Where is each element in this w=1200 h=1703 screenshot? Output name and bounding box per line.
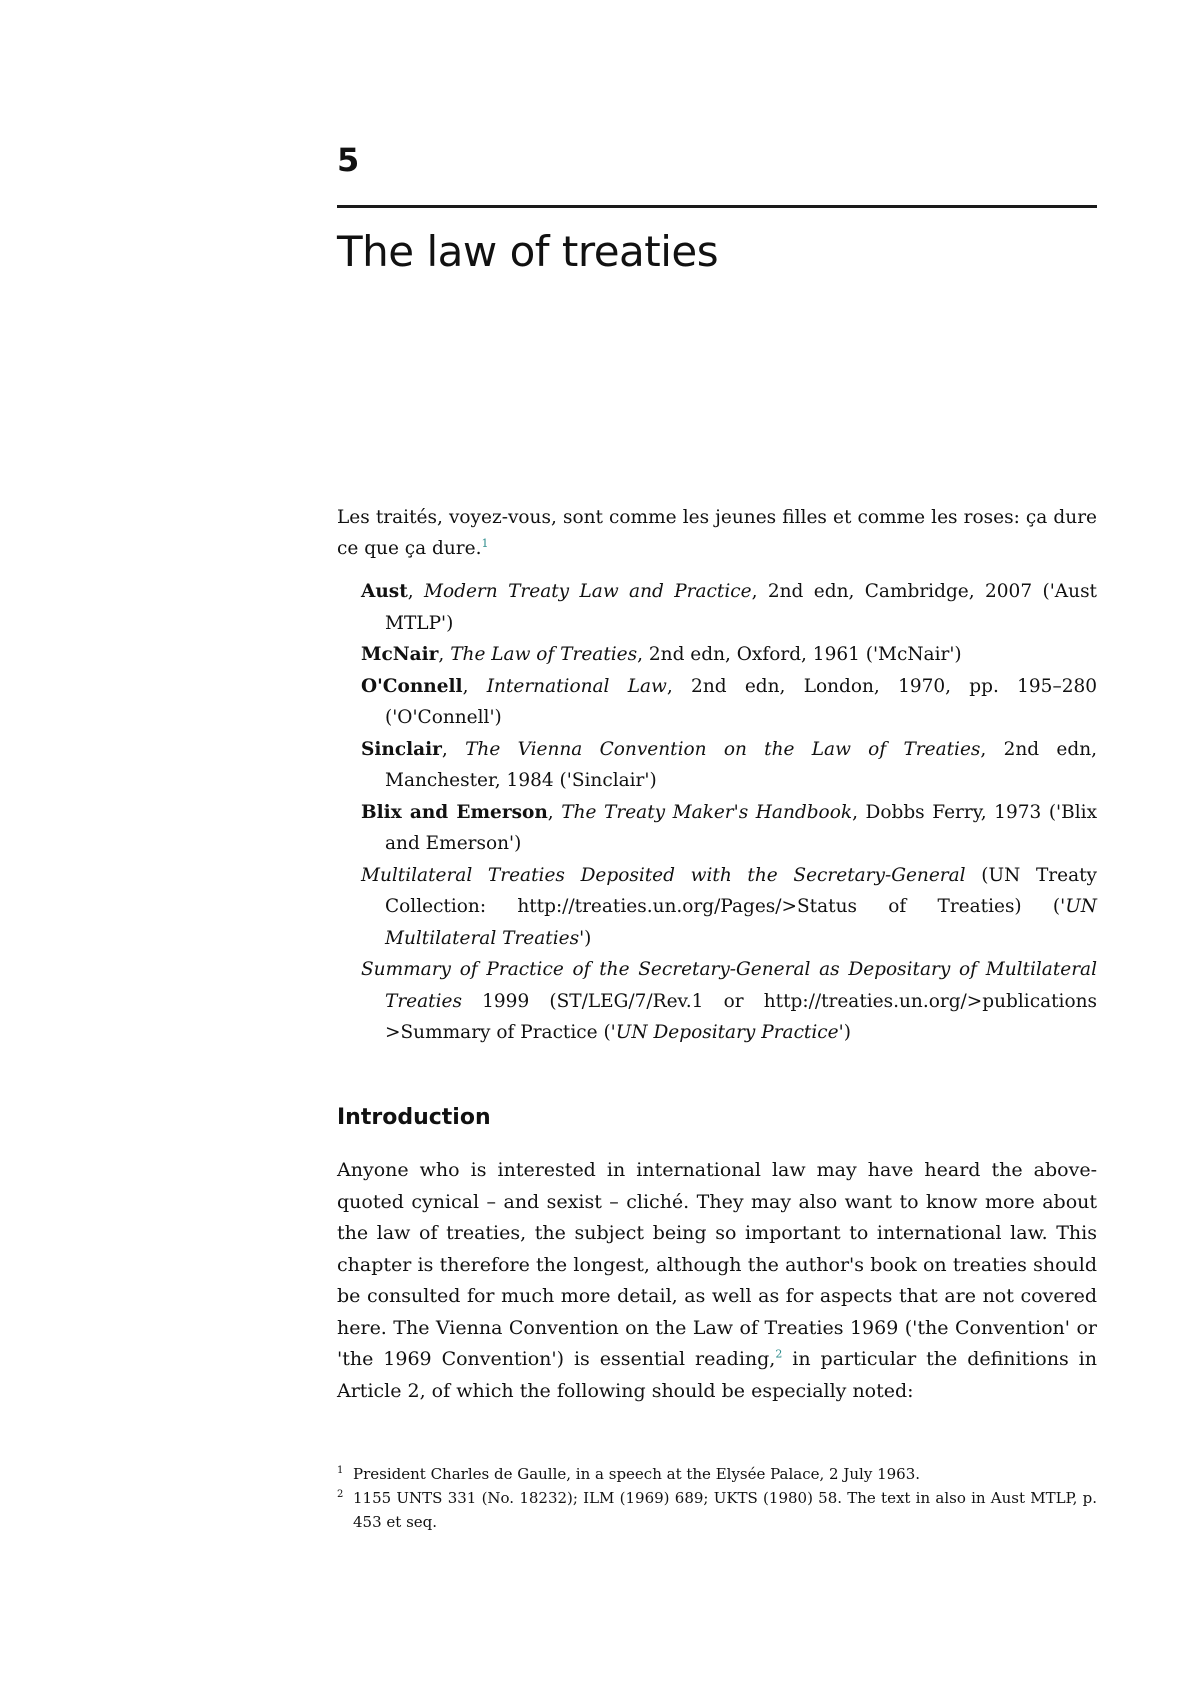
bib-title: The Vienna Convention on the Law of Treaties bbox=[465, 738, 981, 760]
footnote: 2 1155 UNTS 331 (No. 18232); ILM (1969) 689; UKTS (1980) 58. The text in also in Aust MTLP, p. 453 et seq. bbox=[337, 1489, 1097, 1531]
paragraph-text-cont: in particular the definitions in Article 2, of which the following should be especially noted: bbox=[337, 1348, 1097, 1402]
bib-sep: , bbox=[441, 738, 466, 760]
footnote-ref-2[interactable]: 2 bbox=[775, 1347, 783, 1361]
footnote-text: 1155 UNTS 331 (No. 18232); ILM (1969) 689; UKTS (1980) 58. The text in also in Aust MTLP, p. 453 et seq. bbox=[353, 1489, 1097, 1531]
bib-details: , Dobbs Ferry, 1973 ('Blix and Emerson') bbox=[385, 801, 1098, 854]
bib-title: The Treaty Maker's Handbook bbox=[561, 801, 853, 823]
bib-details-end: ') bbox=[838, 1022, 851, 1043]
footnote: 1 President Charles de Gaulle, in a speech at the Elysée Palace, 2 July 1963. bbox=[337, 1465, 921, 1483]
bibliography-item bbox=[361, 954, 1097, 1049]
bib-short-title: UN Depositary Practice bbox=[615, 1022, 839, 1043]
bib-title: Summary of Practice of the Secretary-General as Depositary of Multilateral Treaties bbox=[361, 959, 1097, 1012]
bibliography-list bbox=[361, 576, 1097, 1049]
paragraph-text: Anyone who is interested in international law may have heard the above-quoted cynical – and sexist – cliché. They may also want to know more about the law of treaties, the subject being so important to international law. This chapter is therefore the longest, although the author's book on treaties should be consulted for much more detail, as well as for aspects that are not covered here. The Vienna Convention on the Law of Treaties 1969 ('the Convention' or 'the 1969 Convention') is essential reading, bbox=[337, 1159, 1097, 1370]
bib-author: O'Connell bbox=[361, 675, 463, 697]
bib-sep: , bbox=[438, 644, 451, 665]
bib-details: (UN Treaty Collection: http://treaties.un.org/Pages/>Status of Treaties) (' bbox=[385, 864, 1097, 917]
bib-details: , 2nd edn, London, 1970, pp. 195–280 ('O'Connell') bbox=[385, 675, 1098, 728]
bibliography-item bbox=[361, 639, 1097, 671]
bib-details: , 2nd edn, Cambridge, 2007 ('Aust MTLP') bbox=[385, 581, 1097, 634]
bib-author: Aust bbox=[361, 581, 408, 602]
chapter-rule bbox=[337, 205, 1097, 208]
bibliography-item bbox=[361, 797, 1097, 860]
bibliography-item bbox=[361, 576, 1097, 639]
bib-author: Blix and Emerson bbox=[361, 801, 548, 823]
bibliography-item bbox=[361, 860, 1097, 955]
bib-title: International Law bbox=[486, 675, 667, 697]
bib-title: Modern Treaty Law and Practice bbox=[424, 581, 752, 602]
bib-author: Sinclair bbox=[361, 738, 442, 760]
footnote-ref-1[interactable]: 1 bbox=[481, 536, 489, 550]
bib-details-end: ') bbox=[579, 927, 592, 949]
introduction-paragraph bbox=[337, 1155, 1097, 1407]
chapter-title: The law of treaties bbox=[337, 227, 719, 276]
footnotes bbox=[337, 1462, 1097, 1534]
bib-title: Multilateral Treaties Deposited with the Secretary-General bbox=[361, 864, 966, 886]
bib-sep: , bbox=[407, 581, 425, 602]
bib-details: 1999 (ST/LEG/7/Rev.1 or http://treaties.un.org/>publications >Summary of Practice (' bbox=[385, 990, 1097, 1043]
bib-title: The Law of Treaties bbox=[450, 644, 638, 665]
epigraph bbox=[337, 502, 1097, 564]
bibliography-item bbox=[361, 671, 1097, 734]
bibliography-item bbox=[361, 734, 1097, 797]
epigraph-text: Les traités, voyez-vous, sont comme les jeunes filles et comme les roses: ça dure ce que ça dure. bbox=[337, 507, 1097, 559]
bib-sep: , bbox=[462, 675, 487, 697]
bib-author: McNair bbox=[361, 644, 439, 665]
bib-details: , 2nd edn, Manchester, 1984 ('Sinclair') bbox=[385, 738, 1097, 791]
bib-sep: , bbox=[547, 801, 562, 823]
chapter-number: 5 bbox=[337, 141, 360, 179]
section-heading-introduction: Introduction bbox=[337, 1105, 491, 1130]
footnote-text: President Charles de Gaulle, in a speech at the Elysée Palace, 2 July 1963. bbox=[353, 1465, 921, 1483]
bib-details: , 2nd edn, Oxford, 1961 ('McNair') bbox=[637, 644, 962, 665]
bib-short-title: UN Multilateral Treaties bbox=[385, 896, 1097, 949]
